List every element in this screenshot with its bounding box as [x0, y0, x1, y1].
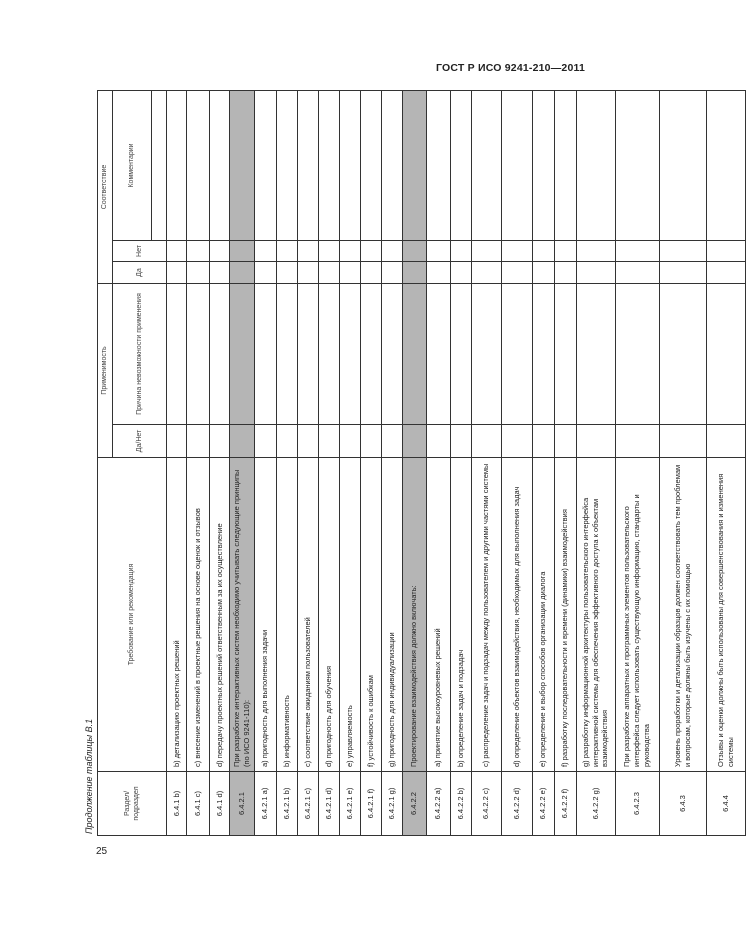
requirement-cell: a) пригодность для выполнения задачи [254, 458, 276, 772]
rotated-table-area [84, 91, 735, 836]
comments-cell [426, 90, 450, 240]
table-row [230, 90, 255, 835]
yes-no-cell [187, 425, 210, 458]
requirement-cell: При разработке интерактивных систем необходимо учитывать следующие принципы (по ИСО 9241-110): [230, 458, 255, 772]
table-row [254, 90, 276, 835]
col-reason-header: Причина невозможности применения [113, 284, 167, 425]
yes-no-cell [501, 425, 532, 458]
section-cell: 6.4.3 [659, 772, 706, 836]
yes-no-cell [318, 425, 339, 458]
requirement-cell: При разработке аппаратных и программных элементов пользовательского интерфейса следует использовать существующую информацию, стандарты и руководства [615, 458, 659, 772]
no-cell [210, 241, 230, 262]
no-cell [659, 241, 706, 262]
comments-cell [576, 90, 615, 240]
no-cell [254, 241, 276, 262]
requirement-cell: g) разработку информационной архитектуры пользовательского интерфейса интерактивной системы для обеспечения эффективного доступа к объектам взаимодействия [576, 458, 615, 772]
yes-no-cell [426, 425, 450, 458]
reason-cell [210, 284, 230, 425]
section-cell: 6.4.2.1 d) [318, 772, 339, 836]
reason-cell [360, 284, 381, 425]
table-row [706, 90, 745, 835]
section-cell: 6.4.2.1 [230, 772, 255, 836]
section-cell: 6.4.2.2 f) [554, 772, 576, 836]
reason-cell [706, 284, 745, 425]
section-cell: 6.4.2.2 a) [426, 772, 450, 836]
header-row-1 [98, 90, 113, 835]
requirement-cell: b) определение задач и подзадач [450, 458, 471, 772]
no-cell [230, 241, 255, 262]
requirement-cell: b) детализацию проектных решений [167, 458, 187, 772]
yes-cell [532, 262, 554, 284]
yes-no-cell [659, 425, 706, 458]
no-cell [471, 241, 501, 262]
reason-cell [615, 284, 659, 425]
table-row [576, 90, 615, 835]
comments-cell [276, 90, 297, 240]
comments-cell [659, 90, 706, 240]
requirement-cell: d) пригодность для обучения [318, 458, 339, 772]
no-cell [381, 241, 402, 262]
col-applicability-header: Применимость [98, 284, 113, 458]
section-cell: 6.4.2.2 b) [450, 772, 471, 836]
no-cell [339, 241, 360, 262]
yes-no-cell [450, 425, 471, 458]
comments-cell [615, 90, 659, 240]
col-yes-header: Да [113, 262, 167, 284]
section-cell: 6.4.2.2 g) [576, 772, 615, 836]
reason-cell [471, 284, 501, 425]
no-cell [360, 241, 381, 262]
yes-no-cell [339, 425, 360, 458]
comments-cell [554, 90, 576, 240]
table-row [318, 90, 339, 835]
yes-cell [297, 262, 318, 284]
yes-no-cell [254, 425, 276, 458]
comments-cell [532, 90, 554, 240]
comments-cell [210, 90, 230, 240]
no-cell [318, 241, 339, 262]
section-cell: 6.4.2.1 g) [381, 772, 402, 836]
section-cell: 6.4.1 b) [167, 772, 187, 836]
yes-cell [615, 262, 659, 284]
requirement-cell: Отзывы и оценки должны быть использованы для совершенствования и изменения системы [706, 458, 745, 772]
comments-cell [318, 90, 339, 240]
section-cell: 6.4.4 [706, 772, 745, 836]
reason-cell [554, 284, 576, 425]
reason-cell [426, 284, 450, 425]
reason-cell [167, 284, 187, 425]
yes-cell [381, 262, 402, 284]
yes-no-cell [615, 425, 659, 458]
col-comments-spacer [152, 90, 167, 240]
comments-cell [230, 90, 255, 240]
table-row [381, 90, 402, 835]
no-cell [402, 241, 426, 262]
yes-no-cell [210, 425, 230, 458]
no-cell [276, 241, 297, 262]
comments-cell [167, 90, 187, 240]
col-comments-header: Комментарии [113, 90, 152, 240]
yes-no-cell [554, 425, 576, 458]
col-no-header: Нет [113, 241, 167, 262]
yes-cell [339, 262, 360, 284]
table-row [339, 90, 360, 835]
reason-cell [576, 284, 615, 425]
section-cell: 6.4.1 c) [187, 772, 210, 836]
no-cell [501, 241, 532, 262]
yes-no-cell [706, 425, 745, 458]
yes-cell [167, 262, 187, 284]
reason-cell [297, 284, 318, 425]
table-row [402, 90, 426, 835]
table-row [276, 90, 297, 835]
yes-no-cell [297, 425, 318, 458]
no-cell [615, 241, 659, 262]
no-cell [167, 241, 187, 262]
comments-cell [254, 90, 276, 240]
reason-cell [230, 284, 255, 425]
yes-cell [501, 262, 532, 284]
no-cell [297, 241, 318, 262]
reason-cell [501, 284, 532, 425]
requirement-cell: g) пригодность для индивидуализации [381, 458, 402, 772]
yes-cell [450, 262, 471, 284]
yes-no-cell [576, 425, 615, 458]
reason-cell [659, 284, 706, 425]
table-row [532, 90, 554, 835]
yes-cell [276, 262, 297, 284]
requirement-cell: f) разработку последовательности и времени (динамики) взаимодействия [554, 458, 576, 772]
yes-no-cell [360, 425, 381, 458]
table-row [167, 90, 187, 835]
table-row [471, 90, 501, 835]
no-cell [532, 241, 554, 262]
no-cell [554, 241, 576, 262]
col-yes-no-header: Да/Нет [113, 425, 167, 458]
col-section-header: Раздел/ подраздел [98, 772, 167, 836]
table-row [554, 90, 576, 835]
yes-cell [576, 262, 615, 284]
reason-cell [318, 284, 339, 425]
requirement-cell: b) информативность [276, 458, 297, 772]
yes-no-cell [471, 425, 501, 458]
requirements-table [97, 90, 746, 836]
yes-no-cell [167, 425, 187, 458]
no-cell [187, 241, 210, 262]
comments-cell [450, 90, 471, 240]
yes-cell [210, 262, 230, 284]
comments-cell [471, 90, 501, 240]
section-cell: 6.4.2.3 [615, 772, 659, 836]
yes-cell [187, 262, 210, 284]
section-cell: 6.4.2.2 [402, 772, 426, 836]
section-cell: 6.4.2.1 b) [276, 772, 297, 836]
reason-cell [402, 284, 426, 425]
requirement-cell: c) соответствие ожиданиям пользователей [297, 458, 318, 772]
table-row [297, 90, 318, 835]
yes-no-cell [381, 425, 402, 458]
yes-cell [254, 262, 276, 284]
table-row [210, 90, 230, 835]
section-cell: 6.4.2.2 d) [501, 772, 532, 836]
reason-cell [450, 284, 471, 425]
requirement-cell: d) передачу проектных решений ответственным за их осуществление [210, 458, 230, 772]
section-cell: 6.4.2.2 e) [532, 772, 554, 836]
table-row [360, 90, 381, 835]
section-cell: 6.4.1 d) [210, 772, 230, 836]
requirement-cell: Проектирование взаимодействия должно включать: [402, 458, 426, 772]
comments-cell [360, 90, 381, 240]
yes-no-cell [402, 425, 426, 458]
table-caption: Продолжение таблицы В.1 [84, 718, 94, 834]
yes-cell [659, 262, 706, 284]
no-cell [450, 241, 471, 262]
yes-no-cell [230, 425, 255, 458]
table-row [501, 90, 532, 835]
section-cell: 6.4.2.1 f) [360, 772, 381, 836]
section-cell: 6.4.2.2 c) [471, 772, 501, 836]
comments-cell [187, 90, 210, 240]
yes-cell [554, 262, 576, 284]
comments-cell [501, 90, 532, 240]
comments-cell [339, 90, 360, 240]
requirement-cell: d) определение объектов взаимодействия, необходимых для выполнения задач [501, 458, 532, 772]
requirement-cell: f) устойчивость к ошибкам [360, 458, 381, 772]
section-cell: 6.4.2.1 a) [254, 772, 276, 836]
reason-cell [381, 284, 402, 425]
reason-cell [532, 284, 554, 425]
yes-cell [426, 262, 450, 284]
table-row [450, 90, 471, 835]
yes-cell [706, 262, 745, 284]
no-cell [576, 241, 615, 262]
requirement-cell: Уровень проработки и детализации образцов должен соответствовать тем проблемам и вопросам, которые должны быть изучены с их помощью [659, 458, 706, 772]
no-cell [426, 241, 450, 262]
yes-cell [360, 262, 381, 284]
comments-cell [706, 90, 745, 240]
yes-no-cell [532, 425, 554, 458]
yes-cell [230, 262, 255, 284]
yes-cell [471, 262, 501, 284]
document-code: ГОСТ Р ИСО 9241-210—2011 [436, 62, 585, 74]
requirement-cell: e) определение и выбор способов организации диалога [532, 458, 554, 772]
section-cell: 6.4.2.1 c) [297, 772, 318, 836]
col-conformance-header: Соответствие [98, 90, 113, 283]
comments-cell [402, 90, 426, 240]
table-row [426, 90, 450, 835]
table-row [615, 90, 659, 835]
requirement-cell: c) распределение задач и подзадач между пользователем и другими частями системы [471, 458, 501, 772]
yes-no-cell [276, 425, 297, 458]
requirement-cell: a) принятие высокоуровневых решений [426, 458, 450, 772]
no-cell [706, 241, 745, 262]
col-requirement-header: Требование или рекомендация [98, 458, 167, 772]
page-number: 25 [96, 846, 108, 857]
reason-cell [254, 284, 276, 425]
reason-cell [187, 284, 210, 425]
requirement-cell: c) внесение изменений в проектные решения на основе оценок и отзывов [187, 458, 210, 772]
reason-cell [339, 284, 360, 425]
section-cell: 6.4.2.1 e) [339, 772, 360, 836]
table-body [167, 90, 746, 835]
yes-cell [318, 262, 339, 284]
table-row [659, 90, 706, 835]
reason-cell [276, 284, 297, 425]
comments-cell [381, 90, 402, 240]
comments-cell [297, 90, 318, 240]
table-row [187, 90, 210, 835]
requirement-cell: e) управляемость [339, 458, 360, 772]
yes-cell [402, 262, 426, 284]
